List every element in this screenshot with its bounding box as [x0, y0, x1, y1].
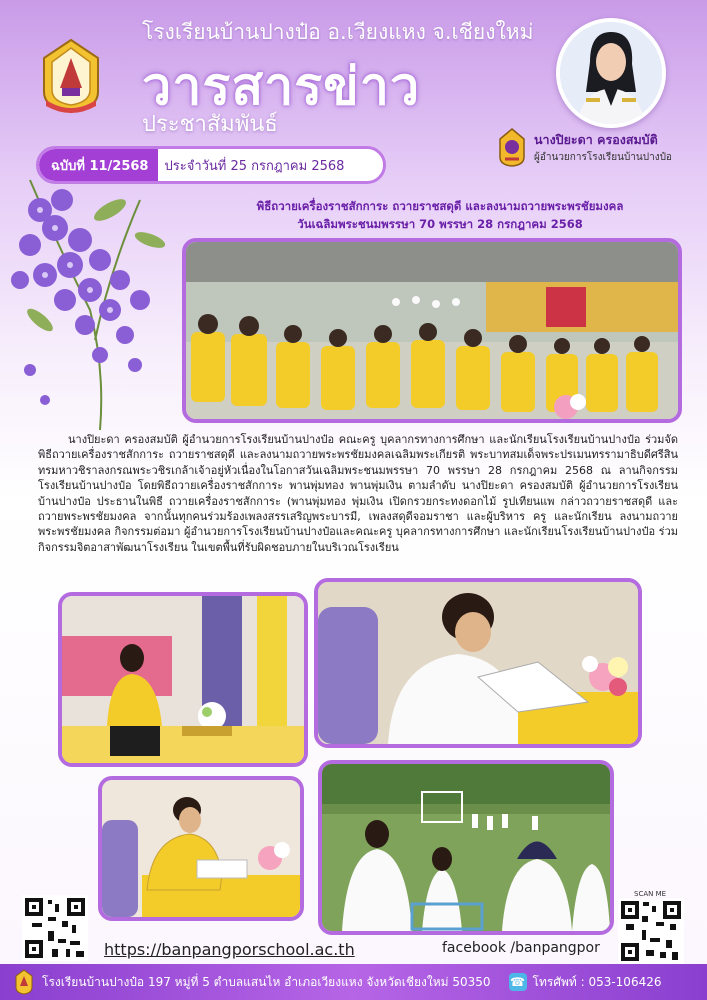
student-signing-image — [318, 582, 638, 744]
photo-volunteer-cleanup — [318, 760, 614, 935]
newsletter-subtitle: ประชาสัมพันธ์ — [142, 112, 278, 137]
footer-phone: โทรศัพท์ : 053-106426 — [532, 974, 662, 989]
flower-decoration-icon — [0, 170, 185, 440]
photo-student-signing — [314, 578, 642, 748]
photo-director-signing — [98, 776, 304, 921]
ceremony-group-image — [186, 242, 678, 419]
school-name: โรงเรียนบ้านปางป๋อ อ.เวียงแหง จ.เชียงใหม่ — [142, 20, 534, 44]
scan-me-label: SCAN ME — [634, 890, 667, 898]
article-body: นางปิยะดา ครองสมบัติ ผู้อำนวยการโรงเรียนบ้านปางป๋อ คณะครู บุคลากรทางการศึกษา และนักเรียนโรงเรียนบ้านปางป๋อ ร่วมจัดพิธีถวายเครื่องราชสักการะ ถวายราชสดุดี และลงนามถวายพระพรชัยมงคลเฉลิมพระเกียรติ พระบาทสมเด็จพระปรเมนทรรามาธิบดีศรีสินทรมหาวชิราลงกรณพระวชิรเกล้าเจ้าอยู่หัวเนื่องในโอกาสวันเฉลิมพระชนมพรรษา 70 พรรษา 28 กรกฎาคม 2568 ณ ลานกิจกรรมโรงเรียนบ้านปางป๋อ โดยพิธีถวายเครื่องราชสักการะ พานพุ่มทอง พานพุ่มเงิน ตามลำดับ นางปิยะดา ครองสมบัติ ผู้อำนวยการโรงเรียนบ้านปางป๋อ ประธานในพิธี ถวายเครื่องราชสักการะ (พานพุ่มทอง พุ่มเงิน เปิดกรวยกระทงดอกไม้ รูปเทียนแพ กล่าวถวายราชสดุดี และถวายพระพรชัยมงคล จากนั้นทุกคนร่วมร้องเพลงสรรเสริญพระบารมี, เพลงสดุดีจอมราชา และผู้บริหาร ครู และนักเรียน ลงนามถวายพระพรชัยมงคล กิจกรรมต่อมา ผู้อำนวยการโรงเรียนบ้านปางป๋อและคณะครู บุคลากรทางการศึกษา และนักเรียนโรงเรียนบ้านปางป๋อ ร่วมกิจกรรมจิตอาสาพัฒนาโรงเรียน ในเขตพื้นที่รับผิดชอบภายในบริเวณโรงเรียน — [38, 433, 678, 554]
portrait-image — [560, 22, 662, 124]
issue-date: ประจำวันที่ 25 กรกฎาคม 2568 — [164, 158, 345, 174]
school-logo-icon — [38, 38, 104, 114]
headline-line-1: พิธีถวายเครื่องราชสักการะ ถวายราชสดุดี และลงนามถวายพระพรชัยมงคล — [256, 199, 624, 213]
volunteer-cleanup-image — [322, 764, 610, 931]
director-portrait — [556, 18, 666, 128]
obec-logo-icon — [496, 127, 528, 167]
footer-school-logo-icon — [14, 969, 34, 995]
offering-tribute-image — [62, 596, 304, 763]
footer-address: โรงเรียนบ้านปางป๋อ 197 หมู่ที่ 5 ตำบลแสนไห อำเภอเวียงแหง จังหวัดเชียงใหม่ 50350 — [42, 974, 491, 989]
photo-ceremony-group — [182, 238, 682, 423]
photo-offering-tribute — [58, 592, 308, 767]
director-signing-image — [102, 780, 300, 917]
qr-code-icon[interactable] — [22, 895, 88, 961]
phone-icon: ☎ — [510, 975, 525, 989]
issue-number: ฉบับที่ 11/2568 — [39, 149, 158, 181]
facebook-link[interactable]: facebook /banpangpor — [442, 940, 600, 956]
headline-line-2: วันเฉลิมพระชนมพรรษา 70 พรรษา 28 กรกฎาคม 2568 — [297, 217, 583, 231]
director-title: ผู้อำนวยการโรงเรียนบ้านปางป๋อ — [534, 152, 672, 163]
website-link[interactable]: https://banpangporschool.ac.th — [104, 940, 355, 959]
director-name: นางปิยะดา ครองสมบัติ — [534, 132, 658, 147]
footer-bar — [0, 964, 707, 1000]
qr-code-icon[interactable] — [618, 898, 684, 964]
newsletter-title: วารสารข่าว — [142, 57, 421, 117]
